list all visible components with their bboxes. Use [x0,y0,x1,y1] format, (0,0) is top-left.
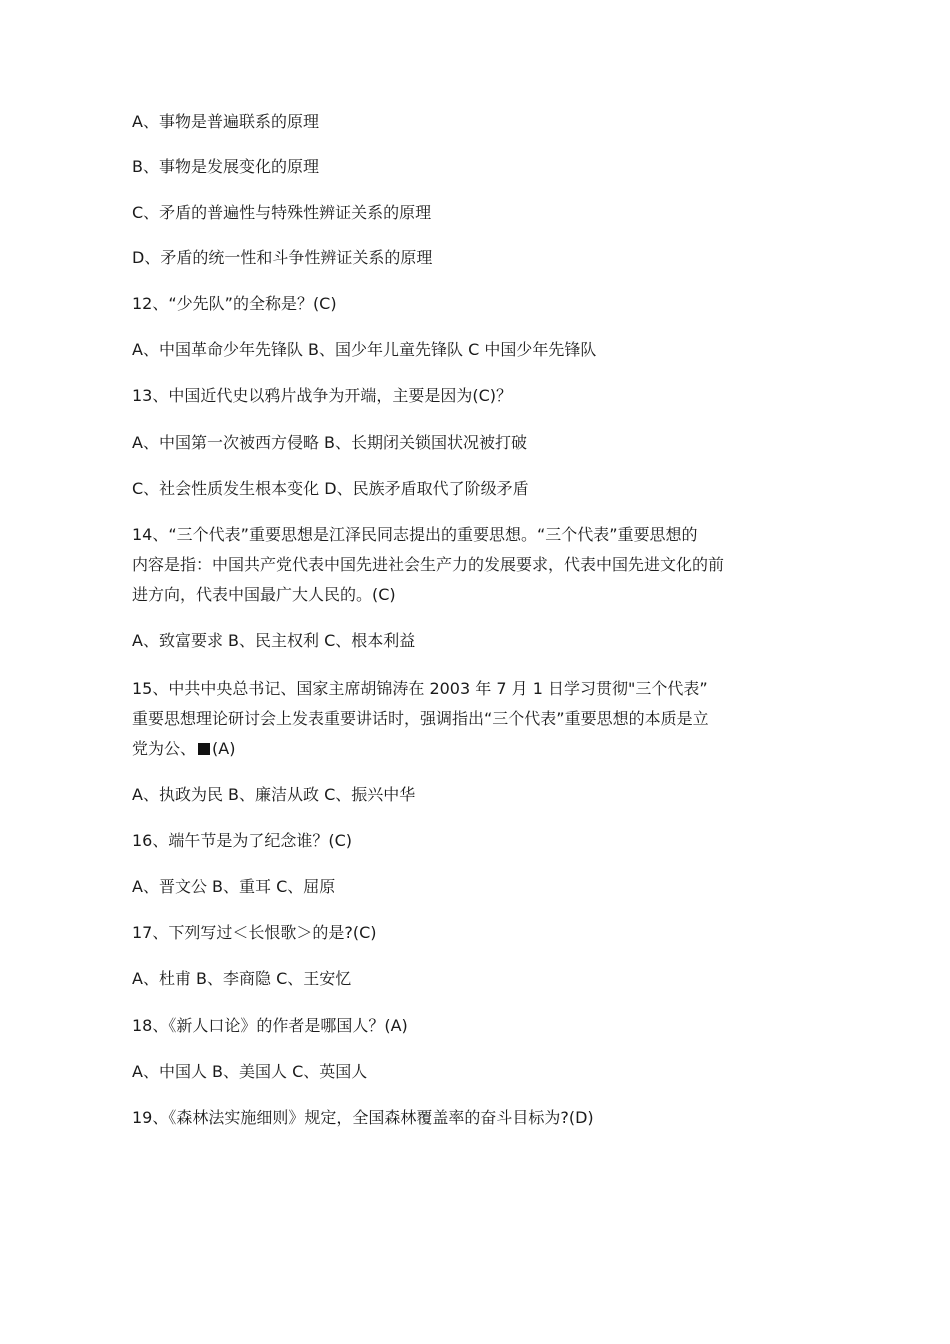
question-15-line3-text: 党为公、 [132,739,197,758]
question-19: 19、《森林法实施细则》规定，全国森林覆盖率的奋斗目标为?(D) [132,1108,594,1127]
question-18: 18、《新人口论》的作者是哪国人？(A) [132,1016,408,1035]
question-17: 17、下列写过＜长恨歌＞的是?(C) [132,923,377,942]
answers-14: A、致富要求 B、民主权利 C、根本利益 [132,631,416,650]
question-14 [132,520,792,610]
question-14-line2: 内容是指：中国共产党代表中国先进社会生产力的发展要求，代表中国先进文化的前 [132,555,725,574]
answers-15: A、执政为民 B、廉洁从政 C、振兴中华 [132,785,416,804]
answers-13-row2: C、社会性质发生根本变化 D、民族矛盾取代了阶级矛盾 [132,479,529,498]
option-line: B、事物是发展变化的原理 [132,157,319,176]
question-15 [132,674,792,764]
black-square-icon [198,743,210,755]
question-14-line3: 进方向，代表中国最广大人民的。(C) [132,585,396,604]
question-15-answer: (A) [212,739,236,758]
answers-17: A、杜甫 B、李商隐 C、王安忆 [132,969,352,988]
answers-16: A、晋文公 B、重耳 C、屈原 [132,877,336,896]
question-15-line1: 15、中共中央总书记、国家主席胡锦涛在 2003 年 7 月 1 日学习贯彻"三个代表” [132,679,708,698]
question-14-line1: 14、“三个代表”重要思想是江泽民同志提出的重要思想。“三个代表”重要思想的 [132,525,698,544]
question-15-line3 [132,734,792,764]
option-line: D、矛盾的统一性和斗争性辨证关系的原理 [132,248,433,267]
answers-12: A、中国革命少年先锋队 B、国少年儿童先锋队 C 中国少年先锋队 [132,340,597,359]
question-16: 16、端午节是为了纪念谁？(C) [132,831,353,850]
question-13: 13、中国近代史以鸦片战争为开端，主要是因为(C)？ [132,386,513,405]
option-line: C、矛盾的普遍性与特殊性辨证关系的原理 [132,203,432,222]
question-15-line2: 重要思想理论研讨会上发表重要讲话时，强调指出“三个代表”重要思想的本质是立 [132,709,709,728]
question-12: 12、“少先队”的全称是？(C) [132,294,337,313]
answers-13-row1: A、中国第一次被西方侵略 B、长期闭关锁国状况被打破 [132,433,528,452]
answers-18: A、中国人 B、美国人 C、英国人 [132,1062,368,1081]
option-line: A、事物是普遍联系的原理 [132,112,319,131]
